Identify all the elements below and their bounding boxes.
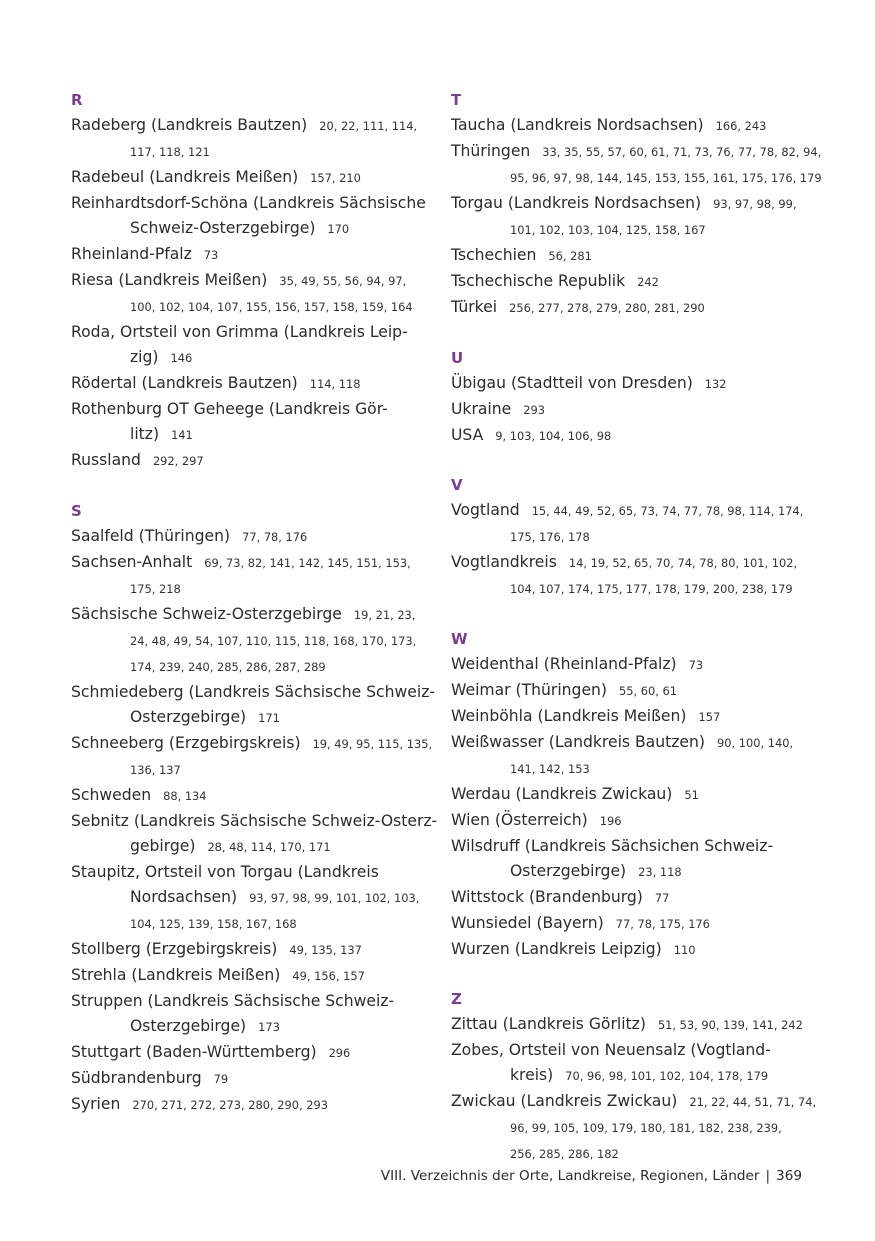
footer-title: VIII. Verzeichnis der Orte, Landkreise, Regionen, Länder [380,1168,760,1184]
place-name: Thüringen [451,142,531,160]
index-entry [451,191,811,243]
index-entry [71,989,431,1040]
index-entry [71,963,431,989]
place-name: Rheinland-Pfalz [71,245,192,263]
entry-line [71,705,431,731]
entry-line [71,1066,431,1092]
place-name: Wittstock (Brandenburg) [451,887,643,906]
place-name: Taucha (Landkreis Nordsachsen) [451,116,704,134]
entry-line [451,576,811,602]
index-section [451,473,811,602]
entry-line [71,165,431,191]
index-entry [451,730,811,782]
page-refs: 170 [327,222,350,236]
entry-line [451,859,811,885]
index-entry [71,268,431,320]
index-entry [71,1066,431,1092]
page-refs: 20, 22, 111, 114, [319,119,418,133]
page-refs: 296 [328,1045,351,1060]
place-name: Zobes, Ortsteil von Neuensalz (Vogtland- [451,1041,771,1060]
entry-line [451,113,811,139]
index-entry [71,524,431,550]
entry-line [451,937,811,963]
index-entry [451,678,811,704]
entry-line [71,422,431,448]
entry-line [71,191,431,216]
index-entry [71,371,431,397]
entry-line [71,371,431,397]
entry-line [71,757,431,783]
page-refs: 35, 49, 55, 56, 94, 97, [279,274,407,288]
place-name: Strehla (Landkreis Meißen) [71,965,281,984]
index-column-right [451,88,822,1192]
place-name: Weidenthal (Rheinland-Pfalz) [451,654,677,673]
entry-line [71,576,431,602]
entry-line [71,345,431,371]
place-name: Torgau (Landkreis Nordsachsen) [451,194,702,212]
entry-line [451,295,811,321]
page-refs: 256, 277, 278, 279, 280, 281, 290 [509,301,705,315]
place-name: Stuttgart (Baden-Württemberg) [71,1042,317,1061]
place-name: Schweden [71,785,152,804]
page-refs: 90, 100, 140, [716,735,794,750]
place-name: Stollberg (Erzgebirgskreis) [71,939,278,958]
place-name: Rödertal (Landkreis Bautzen) [71,374,298,392]
place-name: Schneeberg (Erzgebirgskreis) [71,733,301,752]
entry-line [451,1115,811,1141]
index-entry [451,782,811,808]
page-refs: 242 [637,275,659,289]
place-name: Vogtland [451,501,520,520]
index-entry [451,371,811,397]
entry-line [71,885,431,911]
place-name: Tschechische Republik [451,272,626,290]
entry-line [451,1038,811,1063]
place-name: Wien (Österreich) [451,810,588,829]
place-name: kreis) [510,1066,554,1085]
place-name: Syrien [71,1094,121,1113]
section-letter: W [451,629,468,648]
page-refs: 114, 118 [309,377,361,391]
place-name: Weimar (Thüringen) [451,680,608,699]
section-letter: T [451,91,462,109]
place-name: Zwickau (Landkreis Zwickau) [451,1092,678,1111]
page-refs: 77, 78, 176 [242,529,308,544]
index-section [71,88,431,474]
entry-line [451,1012,811,1038]
index-entry [71,937,431,963]
page-refs: 49, 135, 137 [289,942,362,957]
entry-line [71,989,431,1014]
entry-line [451,652,811,678]
entry-line [451,191,811,217]
entry-line [451,217,811,243]
page-refs: 79 [213,1071,229,1086]
index-entry [71,731,431,783]
entry-line [71,113,431,139]
page-refs: 141, 142, 153 [510,761,590,776]
section-letter: S [71,501,82,520]
entry-line [451,165,822,191]
index-entry [451,498,811,550]
page-refs: 93, 97, 98, 99, [713,197,797,211]
place-name: Zittau (Landkreis Görlitz) [451,1015,646,1034]
entry-line [451,1089,817,1115]
place-name: Schmiedeberg (Landkreis Sächsische Schweiz- [71,682,436,701]
page-refs: 70, 96, 98, 101, 102, 104, 178, 179 [565,1069,769,1084]
index-entry [71,397,431,448]
place-name: gebirge) [130,836,196,855]
index-entry [71,113,431,165]
place-name: Weißwasser (Landkreis Bautzen) [451,732,705,751]
page-refs: 256, 285, 286, 182 [510,1147,619,1162]
page-refs: 23, 118 [638,864,682,879]
place-name: Türkei [451,298,498,316]
entry-line [451,498,811,524]
index-entry [71,550,431,602]
page-refs: 9, 103, 104, 106, 98 [495,428,612,443]
entry-line [451,678,811,704]
entry-line [71,911,431,937]
index-section [451,88,822,321]
place-name: Osterzgebirge) [130,1016,247,1035]
index-entry [71,860,431,937]
page-refs: 166, 243 [715,119,767,133]
page-refs: 175, 218 [130,581,181,596]
page-refs: 101, 102, 103, 104, 125, 158, 167 [510,223,706,237]
index-entry [451,652,811,678]
page-refs: 175, 176, 178 [510,530,590,545]
page-refs: 55, 60, 61 [619,683,677,698]
index-entry [451,423,811,449]
page-refs: 136, 137 [130,762,181,777]
place-name: Radebeul (Landkreis Meißen) [71,168,299,186]
index-section [451,627,811,963]
entry-line [71,216,431,242]
page-refs: 21, 22, 44, 51, 71, 74, [689,1095,817,1110]
place-name: Sachsen-Anhalt [71,552,193,571]
entry-line [451,756,811,782]
index-entry [451,1038,811,1089]
entry-line [71,448,431,474]
page-refs: 19, 49, 95, 115, 135, [312,736,433,751]
index-entry [71,602,431,680]
footer-separator: | [765,1168,771,1184]
page-refs: 171 [258,710,280,725]
entry-line [451,524,811,550]
place-name: zig) [130,348,159,366]
page-refs: 19, 21, 23, [353,607,416,622]
page-refs: 293 [523,402,545,417]
place-name: litz) [130,425,160,443]
index-entry [71,165,431,191]
place-name: Saalfeld (Thüringen) [71,526,231,545]
index-entry [71,1040,431,1066]
page-refs: 51 [684,787,699,802]
entry-line [451,423,811,449]
page-refs: 104, 107, 174, 175, 177, 178, 179, 200, 238, 179 [510,582,793,597]
index-entry [71,783,431,809]
entry-line [71,783,431,809]
place-name: Ukraine [451,399,512,418]
page-refs: 96, 99, 105, 109, 179, 180, 181, 182, 238, 239, [510,1121,782,1136]
entry-line [71,268,431,294]
page-refs: 196 [599,813,622,828]
page-refs: 24, 48, 49, 54, 107, 110, 115, 118, 168, 170, 173, [130,633,417,648]
section-letter: Z [451,990,462,1009]
index-section [451,987,817,1167]
entry-line [451,550,811,576]
page-refs: 104, 125, 139, 158, 167, 168 [130,916,297,931]
place-name: Reinhardtsdorf-Schöna (Landkreis Sächsische [71,194,426,212]
place-name: Wurzen (Landkreis Leipzig) [451,939,662,958]
index-entry [451,397,811,423]
place-name: Wunsiedel (Bayern) [451,913,604,932]
page-refs: 77, 78, 175, 176 [615,916,710,931]
page-refs: 146 [170,351,193,365]
place-name: Sebnitz (Landkreis Sächsische Schweiz-Osterz- [71,811,438,830]
place-name: Staupitz, Ortsteil von Torgau (Landkreis [71,862,379,881]
index-entry [451,1089,817,1167]
page-refs: 28, 48, 114, 170, 171 [207,839,331,854]
page-refs: 95, 96, 97, 98, 144, 145, 153, 155, 161, 175, 176, 179 [510,171,822,185]
index-entry [451,269,811,295]
entry-line [451,397,811,423]
entry-line [71,654,431,680]
place-name: Osterzgebirge) [130,707,247,726]
place-name: Werdau (Landkreis Zwickau) [451,784,673,803]
index-entry [451,113,811,139]
place-name: Weinböhla (Landkreis Meißen) [451,706,687,725]
page-refs: 88, 134 [163,788,207,803]
page-refs: 73 [688,657,704,672]
place-name: Russland [71,451,141,469]
entry-line [451,808,811,834]
page-refs: 73 [203,248,219,262]
entry-line [451,139,822,165]
entry-line [451,1141,811,1167]
index-entry [451,937,811,963]
page-refs: 14, 19, 52, 65, 70, 74, 78, 80, 101, 102, [568,556,798,571]
entry-line [71,860,431,885]
entry-line [71,963,431,989]
running-footer [381,1166,802,1186]
index-entry [451,704,811,730]
entry-line [71,731,431,757]
page-refs: 117, 118, 121 [130,145,210,159]
entry-line [71,1014,431,1040]
page-refs: 51, 53, 90, 139, 141, 242 [657,1018,803,1033]
entry-line [71,524,431,550]
entry-line [71,550,431,576]
entry-line [451,885,811,911]
page-refs: 15, 44, 49, 52, 65, 73, 74, 77, 78, 98, 114, 174, [531,504,804,519]
place-name: USA [451,425,484,444]
page-refs: 49, 156, 157 [292,968,365,983]
entry-line [71,937,431,963]
index-entry [451,1012,811,1038]
page-refs: 93, 97, 98, 99, 101, 102, 103, [249,890,420,905]
index-entry [451,911,811,937]
place-name: Tschechien [451,246,537,264]
place-name: Übigau (Stadtteil von Dresden) [451,373,693,392]
entry-line [451,834,811,859]
entry-line [451,730,811,756]
page-refs: 141 [171,428,193,442]
place-name: Radeberg (Landkreis Bautzen) [71,116,308,134]
entry-line [451,1063,811,1089]
page-refs: 157, 210 [310,171,361,185]
index-section [451,346,811,449]
page-refs: 157 [698,709,721,724]
index-entry [451,295,811,321]
entry-line [71,242,431,268]
place-name: Roda, Ortsteil von Grimma (Landkreis Leip- [71,323,408,341]
page-refs: 174, 239, 240, 285, 286, 287, 289 [130,659,326,674]
entry-line [71,602,431,628]
place-name: Osterzgebirge) [510,861,627,880]
entry-line [451,704,811,730]
index-entry [71,191,431,242]
index-entry [451,808,811,834]
entry-line [451,371,811,397]
entry-line [71,1092,431,1118]
entry-line [71,628,431,654]
entry-line [71,834,431,860]
place-name: Schweiz-Osterzgebirge) [130,219,316,237]
entry-line [71,1040,431,1066]
index-entry [71,320,431,371]
page-refs: 100, 102, 104, 107, 155, 156, 157, 158, 159, 164 [130,300,413,314]
page-refs: 56, 281 [548,249,592,263]
index-entry [71,448,431,474]
entry-line [451,243,811,269]
entry-line [71,139,431,165]
index-entry [451,550,811,602]
index-entry [71,1092,431,1118]
place-name: Wilsdruff (Landkreis Sächsichen Schweiz- [451,836,774,855]
index-entry [451,243,811,269]
index-entry [71,809,438,860]
page-refs: 270, 271, 272, 273, 280, 290, 293 [132,1097,328,1112]
index-entry [451,885,811,911]
place-name: Sächsische Schweiz-Osterzgebirge [71,604,342,623]
page-refs: 110 [673,942,696,957]
entry-line [451,782,811,808]
page-refs: 132 [704,376,727,391]
place-name: Vogtlandkreis [451,553,557,572]
entry-line [71,294,431,320]
page-refs: 69, 73, 82, 141, 142, 145, 151, 153, [204,555,411,570]
entry-line [71,397,431,422]
place-name: Struppen (Landkreis Sächsische Schweiz- [71,991,395,1010]
entry-line [71,320,431,345]
place-name: Riesa (Landkreis Meißen) [71,271,268,289]
page-refs: 77 [654,890,670,905]
section-letter: R [71,91,83,109]
index-entry [71,242,431,268]
page-refs: 292, 297 [152,454,204,468]
index-column-left [71,88,438,1142]
page-number: 369 [776,1168,802,1184]
entry-line [71,809,438,834]
page-refs: 33, 35, 55, 57, 60, 61, 71, 73, 76, 77, 78, 82, 94, [542,145,822,159]
index-section [71,499,438,1118]
index-entry [71,680,436,731]
page-refs: 173 [258,1019,280,1034]
section-letter: U [451,348,464,367]
entry-line [71,680,436,705]
section-letter: V [451,476,463,495]
index-entry [451,139,822,191]
entry-line [451,911,811,937]
place-name: Südbrandenburg [71,1068,202,1087]
entry-line [451,269,811,295]
place-name: Nordsachsen) [130,887,238,906]
index-entry [451,834,811,885]
place-name: Rothenburg OT Geheege (Landkreis Gör- [71,400,388,418]
